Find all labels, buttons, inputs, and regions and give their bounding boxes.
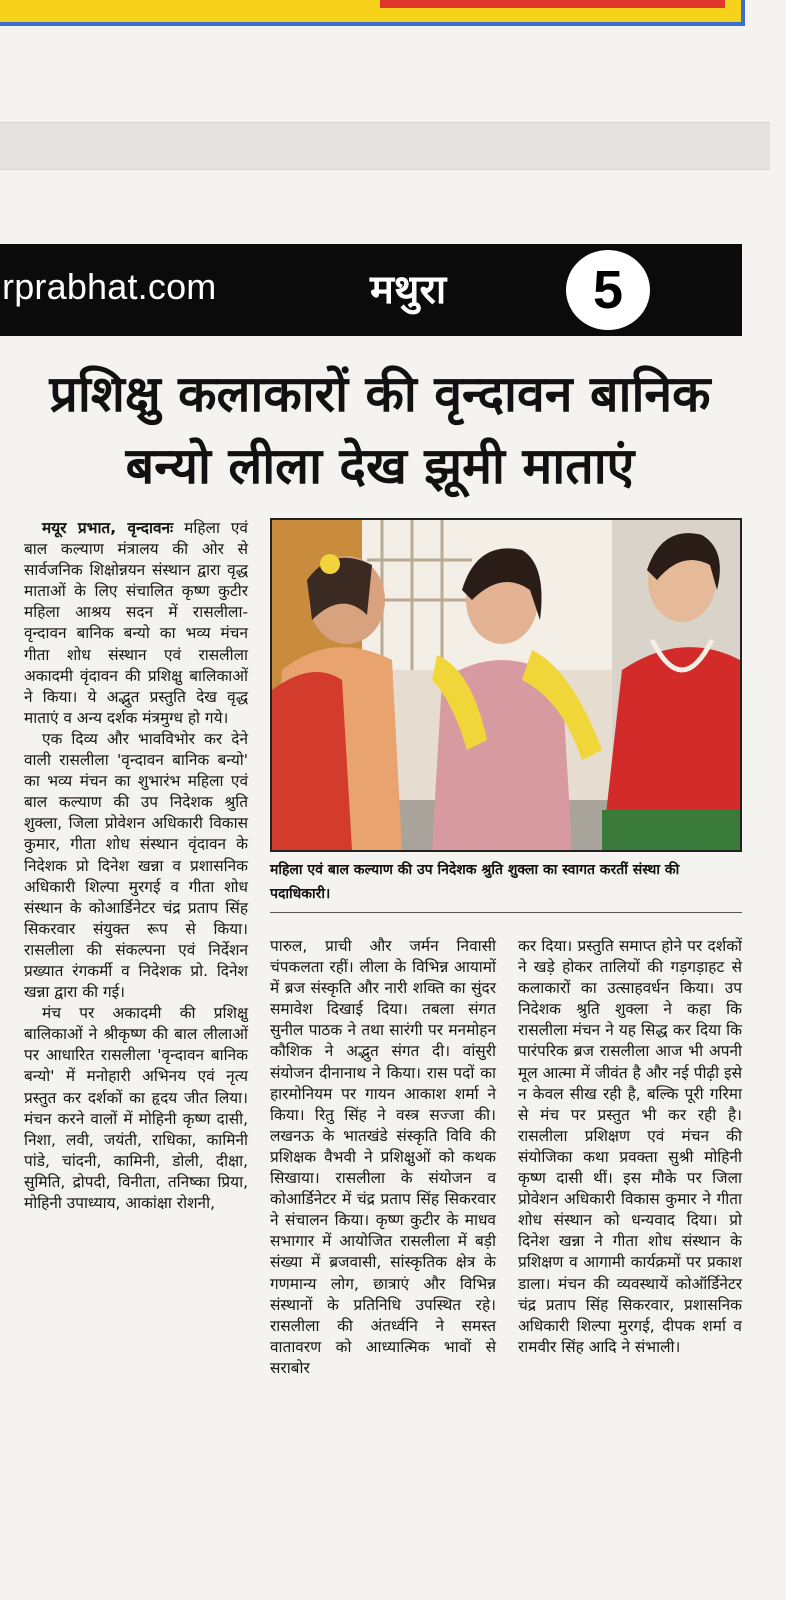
section-header-bar	[0, 244, 742, 336]
caption-rule	[270, 912, 742, 913]
site-url: rprabhat.com	[2, 266, 217, 307]
paragraph-1: महिला एवं बाल कल्याण मंत्रालय की ओर से सार्वजनिक शिक्षोन्नयन संस्थान द्वारा वृद्ध माताओं के लिए संचालित कृष्ण कुटीर महिला आश्रय सदन में रासलीला-वृन्दावन बानिक बन्यो का भव्य मंचन गीता शोध संस्थान एवं रासलीला अकादमी वृंदावन की प्रशिक्षु बालिकाओं ने किया। ये अद्भुत प्रस्तुति देख वृद्ध माताएं व अन्य दर्शक मंत्रमुग्ध हो गये।	[24, 519, 248, 727]
photo-caption: महिला एवं बाल कल्याण की उप निदेशक श्रुति शुक्ला का स्वागत करतीं संस्था की पदाधिकारी।	[270, 862, 680, 902]
article-headline	[0, 358, 760, 502]
article-column-2	[270, 936, 496, 1379]
paragraph-2: एक दिव्य और भावविभोर कर देने वाली रासलीला 'वृन्दावन बानिक बन्यो' का भव्य मंचन का शुभारंभ महिला एवं बाल कल्याण की उप निदेशक श्रुति शुक्ला, जिला प्रोवेशन अधिकारी विकास कुमार, गीता शोध संस्थान वृंदावन के निदेशक प्रो दिनेश खन्ना व प्रशासनिक अधिकारी शिल्पा मुरगई व गीता शोध संस्थान के कोआर्डिनेटर चंद्र प्रताप सिंह सिकरवार संयुक्त रूप से किया। रासलीला की संकल्पना एवं निर्देशन प्रख्यात रंगकर्मी व निदेशक प्रो. दिनेश खन्ना द्वारा की गई।	[24, 729, 248, 1002]
article-column-1	[24, 518, 248, 1214]
paragraph-3: मंच पर अकादमी की प्रशिक्षु बालिकाओं ने श्रीकृष्ण की बाल लीलाओं पर आधारित रासलीला 'वृन्दावन बानिक बन्यो' में मनोहारी अभिनय एवं नृत्य प्रस्तुत कर दर्शकों का हृदय जीत लिया। मंचन करने वालों में मोहिनी कृष्ण दासी, निशा, लवी, जयंती, राधिका, कामिनी पांडे, चांदनी, कामिनी, डोली, दीक्षा, सुमिति, द्रोपदी, विनीता, तनिष्का प्रिया, मोहिनी उपाध्याय, आकांक्षा रोशनी,	[24, 1004, 248, 1212]
column-3-text: कर दिया। प्रस्तुति समाप्त होने पर दर्शकों ने खड़े होकर तालियों की गड़गड़ाहट से कलाकारों का उत्साहवर्धन किया। उप निदेशक श्रुति शुक्ला ने कहा कि रासलीला मंचन ने यह सिद्ध कर दिया कि पारंपरिक ब्रज रासलीला आज भी अपनी मूल आत्मा में जीवंत है और नई पीढ़ी इसे न केवल सीख रही है, बल्कि पूरी गरिमा से मंच पर प्रस्तुत भी कर रही है। रासलीला प्रशिक्षण एवं मंचन की संयोजिका कथा प्रवक्ता सुश्री मोहिनी कृष्ण दासी थीं। इस मौके पर जिला प्रोवेशन अधिकारी विकास कुमार ने गीता शोध संस्थान को धन्यवाद दिया। प्रो दिनेश खन्ना ने गीता शोध संस्थान के प्रशिक्षण व आगामी कार्यक्रमों पर प्रकाश डाला। मंचन की व्यवस्थायें कोऑर्डिनेटर चंद्र प्रताप सिंह सिकरवार, प्रशासनिक अधिकारी शिल्पा मुरगई, दीपक शर्मा व रामवीर सिंह आदि ने संभाली।	[518, 937, 742, 1356]
top-color-strip	[0, 0, 745, 26]
dateline: मयूर प्रभात, वृन्दावनः	[42, 519, 174, 537]
section-name: मथुरा	[370, 267, 447, 313]
article-column-3	[518, 936, 742, 1358]
column-2-text: पारुल, प्राची और जर्मन निवासी चंपकलता रहीं। लीला के विभिन्न आयामों में ब्रज संस्कृति और नारी शक्ति का सुंदर समावेश दिखाई दिया। तबला संगत सुनील पाठक ने तथा सारंगी पर मनमोहन कौशिक ने अद्भुत संगत दी। वांसुरी संयोजन दीनानाथ ने किया। रास पदों का हारमोनियम पर गायन आकाश शर्मा ने किया। रितु सिंह ने वस्त्र सज्जा की। लखनऊ के भातखंडे संस्कृति विवि की प्रशिक्षक वैभवी ने प्रशिक्षुओं को कथक सिखाया। रासलीला के संयोजन व कोआर्डिनेटर में चंद्र प्रताप सिंह सिकरवार ने संचालन किया। कृष्ण कुटीर के माधव सभागार में आयोजित रासलीला में बड़ी संख्या में ब्रजवासी, सांस्कृतिक क्षेत्र के गणमान्य लोग, छात्राएं और विभिन्न संस्थानों के प्रतिनिधि उपस्थित रहे। रासलीला की अंतर्ध्वनि ने समस्त वातावरण को आध्यात्मिक भावों से सराबोर	[270, 937, 496, 1377]
top-red-band	[380, 0, 725, 8]
separator-band	[0, 122, 770, 170]
headline-line-2: बन्यो लीला देख झूमी माताएं	[125, 437, 635, 495]
photo-illustration	[272, 520, 740, 850]
headline-line-1: प्रशिक्षु कलाकारों की वृन्दावन बानिक	[49, 365, 711, 423]
page-number-badge: 5	[566, 250, 650, 330]
article-photo	[270, 518, 742, 852]
